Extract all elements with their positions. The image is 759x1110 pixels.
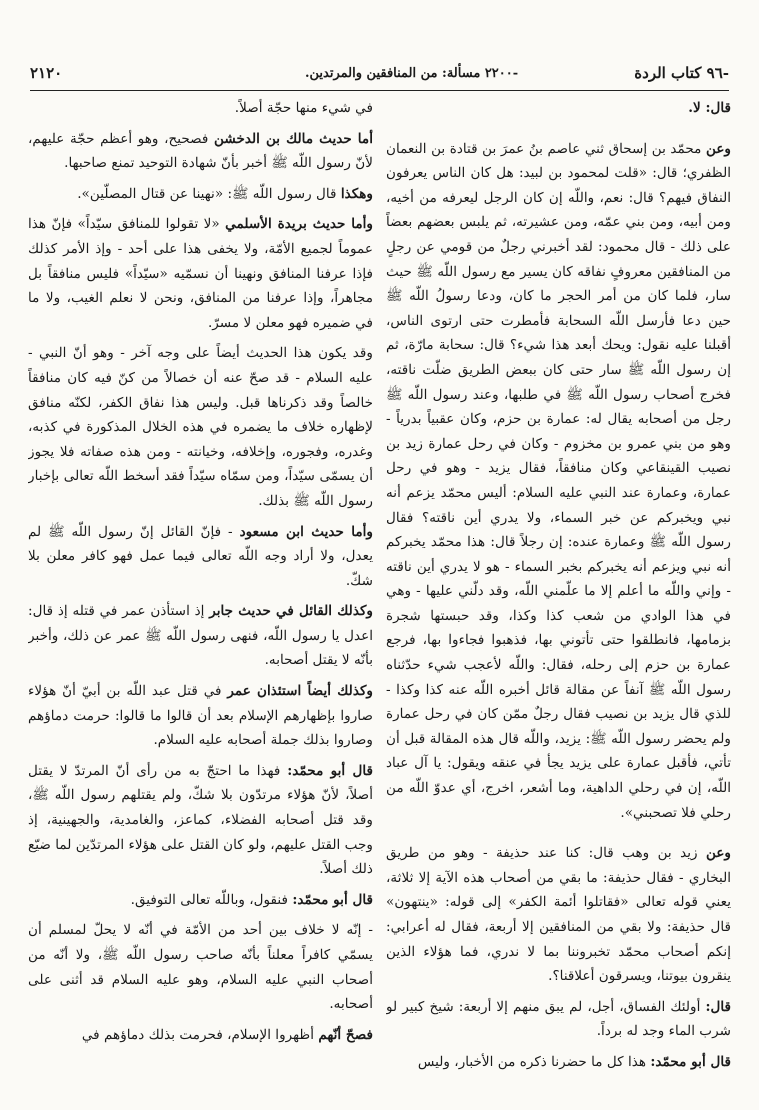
paragraph bbox=[28, 341, 373, 513]
paragraph bbox=[386, 137, 731, 826]
paragraph-text: في شيء منها حجّة أصلاً. bbox=[234, 100, 373, 116]
paragraph-text: وقد يكون هذا الحديث أيضاً على وجه آخر - وهو أنّ النبي - عليه السلام - قد صحّ عنه أن خصالاً من كنّ فيه كان منافقاً خالصاً وقد ذكرناها قبل. وليس هذا نفاق الكفر، لكنّه منافق لإظهاره خلاف ما يضمره في هذه الخلال المذكورة في كذبه، وغدره، وفجوره، وإخلافه، وخيانته - ومن هذه صفاته فلا يجوز أن يسمّى سيّداً، ومن سمّاه سيّداً فقد أسخط اللّه تعالى بإخبار رسول اللّه ﷺ بذلك. bbox=[28, 345, 373, 509]
paragraph-text: فهذا ما احتجّ به من رأى أنّ المرتدّ لا يقتل أصلاً، لأنّ هؤلاء مرتدّون بلا شكّ، ولم يقتلهم رسول اللّه ﷺ، وقد قتل أصحابه الفضلاء، كماعز، والغامدية، والجهينية، إذ وجب القتل عليهم، ولو كان القتل على هؤلاء المرتدّين لما ضيّع ذلك أصلاً. bbox=[28, 762, 373, 878]
paragraph bbox=[386, 96, 731, 121]
paragraph-text: محمّد بن إسحاق ثني عاصم بنُ عمرَ بن قتادة بن النعمان الظفري؛ قال: «قلت لمحمود بن لبيد: هل كان الناس يعرفون النفاق فيهم؟ قال: نعم، واللّه إن كان الرجل ليعرفه من أخيه، ومن أبيه، ومن بني عمّه، ومن عشيرته، ثم يلبس بعضهم بعضاً على ذلك - قال محمود: لقد أخبرني رجلٌ من قومي عن رجلٍ من المنافقين معروفٍ نفاقه كان يسير مع رسول اللّه ﷺ حيث سار، فلما كان من أمر الحجر ما كان، ودعا رسولُ اللّه ﷺ حين دعا فأرسل اللّه السحابة فأمطرت حتى ارتوى الناس، أقبلنا عليه نقول: ويحك أبعد هذا شيء؟ قال: سحابة مارّة، ثم إن رسول اللّه ﷺ سار حتى كان ببعض الطريق ضلّت ناقته، فخرج أصحاب رسول اللّه ﷺ في طلبها، وعند رسول اللّه ﷺ رجل من أصحابه يقال له: عمارة بن حزم، وكان عقبياً بدرياً - وهو من بني عمرو بن مخزوم - وكان في رحل عمارة زيد بن نصيب القينقاعي وكان منافقاً، فقال يزيد - وهو في رحل عمارة، وعمارة عند النبي عليه السلام: أليس محمّد يزعم أنه نبي ويخبركم عن خبر السماء، ولا يدري أين ناقته؟ فقال رسول اللّه ﷺ وعمارة عنده: إن رجلاً قال: هذا محمّد يخبركم أنه نبي ويزعم أنه يخبركم بخبر السماء - هو لا يدري أين ناقته - وإني واللّه ما أعلم إلا ما علّمني اللّه، وقد دلّني عليها - وهي في هذا الوادي من شعب كذا وكذا، وقد حبستها شجرة بزمامها، فانطلقوا حتى تأتوني بها، فذهبوا فجاءوا بها، فرجع عمارة بن حزم إلى رحله، فقال: واللّه لأعجب شيء حدّثناه رسول اللّه ﷺ آنفاً عن مقالة قائل أخبره اللّه عنه كذا وكذا - للذي قال يزيد بن نصيب فقال رجلٌ ممّن كان في رحل عمارة ولم يحضر رسول اللّه ﷺ: يزيد، واللّه قال هذه المقالة قبل أن تأتي، فأقبل عمارة على يزيد يجأ في عنقه ويقول: يا آل عباد اللّه، إن في رحلي الداهية، وما أشعر، اخرج، أي عدوّ اللّه من رحلي فلا تصحبني». bbox=[386, 140, 731, 821]
paragraph-lead: قال أبو محمّد: bbox=[650, 1053, 731, 1070]
paragraph-text: أولئك الفساق، أجل، لم يبق منهم إلا أربعة: شيخ كبير لو شرب الماء وجد له برداً. bbox=[386, 998, 731, 1040]
left-column bbox=[28, 96, 373, 1096]
paragraph-lead: قال أبو محمّد: bbox=[287, 762, 373, 779]
paragraph bbox=[386, 1050, 731, 1075]
paragraph bbox=[28, 599, 373, 673]
spacer bbox=[386, 831, 731, 841]
paragraph-lead: وأما حديث ابن مسعود bbox=[239, 523, 373, 540]
paragraph-text: - فإنّ القائل إنّ رسول اللّه ﷺ لم يعدل، ولا أراد وجه اللّه تعالى فيما عمل فهو كافر معلن بلا شكّ. bbox=[28, 523, 373, 589]
paragraph-lead: وكذلك القائل في حديث جابر bbox=[209, 603, 373, 620]
page-number: ٢١٢٠ bbox=[30, 64, 63, 82]
paragraph-lead: قال أبو محمّد: bbox=[292, 891, 373, 908]
paragraph-text: في قتل عبد اللّه بن أبيّ أنّ هؤلاء صاروا بإظهارهم الإسلام بعد أن قالوا ما قالوا: حرمت دماؤهم وصاروا بذلك جملة أصحابه عليه السلام. bbox=[28, 683, 373, 749]
paragraph bbox=[386, 995, 731, 1044]
paragraph bbox=[28, 127, 373, 176]
paragraph-text: - إنّه لا خلاف بين أحد من الأمّة في أنّه لا يحلّ لمسلم أن يسمّي كافراً معلناً بأنّه صاحب رسول اللّه ﷺ، ولا أنّه من أصحاب النبي عليه السلام، وهو عليه السلام قد أثنى على أصحابه. bbox=[28, 922, 373, 1013]
paragraph-text: هذا كل ما حضرنا ذكره من الأخبار، وليس bbox=[417, 1053, 647, 1070]
paragraph-text: قال رسول اللّه ﷺ: «نهينا عن قتال المصلّين». bbox=[77, 185, 337, 202]
paragraph-lead: أما حديث مالك بن الدخشن bbox=[214, 130, 373, 147]
paragraph bbox=[28, 679, 373, 753]
paragraph-lead: وكذلك أيضاً استئذان عمر bbox=[227, 683, 373, 700]
header-divider bbox=[30, 90, 729, 91]
paragraph bbox=[28, 1023, 373, 1048]
paragraph bbox=[28, 888, 373, 913]
paragraph-text: زيد بن وهب قال: كنا عند حذيفة - وهو من طريق البخاري - فقال حذيفة: ما بقي من أصحاب هذه الآية إلا ثلاثة، يعني قوله تعالى «فقاتلوا أئمة الكفر» إلى قوله: «ينتهون» قال حذيفة: ولا بقي من المنافقين إلا أربعة، فقال له أعرابي: إنكم أصحاب محمّد تخبروننا بما لا ندري، فما هؤلاء الذين ينقرون بيوتنا، ويسرقون أعلاقنا؟. bbox=[386, 845, 731, 985]
paragraph bbox=[28, 182, 373, 207]
paragraph-lead: فصحّ أنّهم bbox=[318, 1026, 373, 1043]
header-section-title: -٢٢٠٠ مسألة: من المنافقين والمرتدين. bbox=[305, 65, 519, 81]
paragraph bbox=[28, 918, 373, 1016]
paragraph-lead: قال: bbox=[705, 998, 731, 1015]
paragraph bbox=[386, 841, 731, 989]
paragraph-lead: وعن bbox=[705, 845, 731, 862]
paragraph-lead: وعن bbox=[705, 140, 731, 157]
paragraph-text: «لا تقولوا للمنافق سيّداً» فإنّ هذا عموماً لجميع الأمّة، ولا يخفى هذا على أحد - وإذ الأمر كذلك فإذا عرفنا المنافق ونهينا أن نسمّيه «سيّداً» فليس منافقاً بل مجاهراً، وإذا عرفنا من المنافق، ونحن لا نعلم الغيب، ولا ما في ضميره فهو معلن لا مسرّ. bbox=[28, 216, 373, 331]
page-header bbox=[30, 58, 729, 88]
right-column bbox=[386, 96, 731, 1096]
paragraph-text: فصحيح، وهو أعظم حجّة عليهم، لأنّ رسول اللّه ﷺ أخبر بأنّ شهادة التوحيد تمنع صاحبها. bbox=[28, 130, 373, 172]
paragraph-text: أظهروا الإسلام، فحرمت بذلك دماؤهم في bbox=[81, 1026, 314, 1043]
paragraph-lead: وهكذا bbox=[340, 185, 373, 202]
paragraph bbox=[28, 520, 373, 594]
paragraph-text: إذ استأذن عمر في قتله إذ قال: اعدل يا رسول اللّه، فنهى رسول اللّه ﷺ عمر عن ذلك، وأخبر بأنّه لا يقتل أصحابه. bbox=[28, 603, 373, 669]
paragraph-lead: وأما حديث بريدة الأسلمي bbox=[225, 216, 373, 233]
paragraph-text: فنقول، وباللّه تعالى التوفيق. bbox=[130, 891, 289, 908]
paragraph bbox=[28, 96, 373, 121]
paragraph bbox=[28, 212, 373, 335]
header-book-title: -٩٦ كتاب الردة bbox=[634, 64, 729, 82]
paragraph-lead: قال: لا. bbox=[688, 100, 731, 116]
paragraph bbox=[28, 759, 373, 882]
spacer bbox=[386, 127, 731, 137]
